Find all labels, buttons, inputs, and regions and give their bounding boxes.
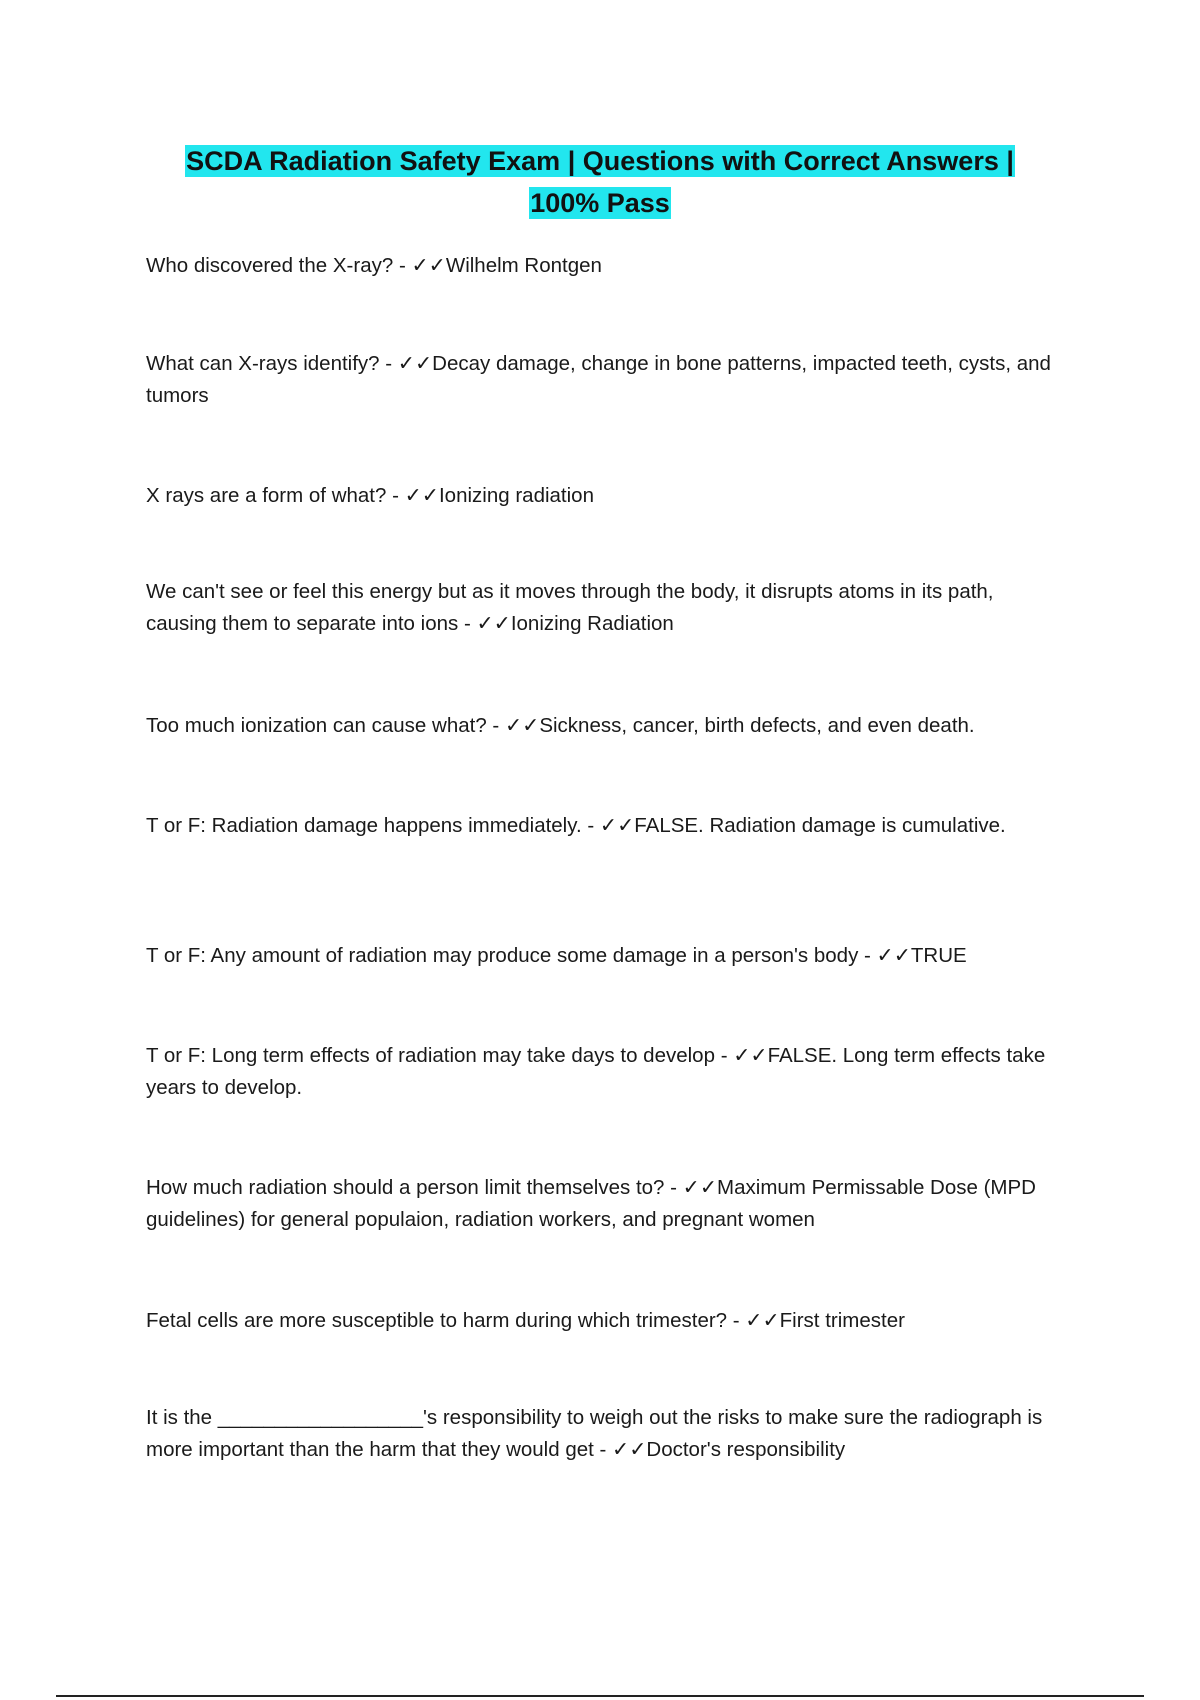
question-text: Who discovered the X-ray? bbox=[146, 254, 394, 277]
qa-separator: - bbox=[715, 1044, 734, 1067]
answer-text: Sickness, cancer, birth defects, and even death. bbox=[539, 714, 975, 737]
qa-separator: - bbox=[593, 1438, 613, 1461]
document-title bbox=[130, 140, 1070, 224]
check-mark-icon: ✓✓ bbox=[476, 612, 511, 635]
qa-separator: - bbox=[393, 254, 412, 277]
qa-item bbox=[146, 348, 1066, 412]
check-mark-icon: ✓✓ bbox=[599, 814, 635, 837]
qa-item bbox=[146, 1172, 1066, 1236]
title-line-1: SCDA Radiation Safety Exam | Questions with Correct Answers | bbox=[186, 146, 1014, 176]
qa-item bbox=[146, 710, 1066, 742]
qa-separator: - bbox=[581, 814, 600, 837]
qa-separator: - bbox=[458, 612, 477, 635]
question-text: X rays are a form of what? bbox=[146, 484, 387, 507]
qa-item bbox=[146, 1402, 1066, 1466]
check-mark-icon: ✓✓ bbox=[745, 1309, 780, 1332]
qa-separator: - bbox=[664, 1176, 683, 1199]
check-mark-icon: ✓✓ bbox=[733, 1044, 768, 1067]
qa-separator: - bbox=[386, 484, 405, 507]
question-text: T or F: Any amount of radiation may produce some damage in a person's body bbox=[146, 944, 859, 967]
question-text: We can't see or feel this energy but as it moves through the body, it disrupts atoms in its path, causing them to separate into ions bbox=[146, 580, 994, 635]
qa-item bbox=[146, 576, 1066, 640]
check-mark-icon: ✓✓ bbox=[612, 1438, 647, 1461]
question-text: What can X-rays identify? bbox=[146, 352, 380, 375]
answer-text: Decay damage, change in bone patterns, impacted teeth, cysts, and tumors bbox=[146, 352, 1051, 407]
check-mark-icon: ✓✓ bbox=[504, 714, 540, 737]
answer-text: Ionizing radiation bbox=[438, 484, 594, 507]
answer-text: Maximum Permissable Dose (MPD guidelines) for general populaion, radiation workers, and pregnant women bbox=[146, 1176, 1036, 1231]
check-mark-icon: ✓✓ bbox=[682, 1176, 718, 1199]
qa-separator: - bbox=[858, 944, 877, 967]
qa-item bbox=[146, 480, 1066, 512]
check-mark-icon: ✓✓ bbox=[397, 352, 433, 375]
question-text: Too much ionization can cause what? bbox=[146, 714, 487, 737]
check-mark-icon: ✓✓ bbox=[876, 944, 911, 967]
qa-item bbox=[146, 250, 1066, 282]
check-mark-icon: ✓✓ bbox=[411, 254, 446, 277]
answer-text: Doctor's responsibility bbox=[646, 1438, 846, 1461]
qa-item bbox=[146, 1040, 1066, 1104]
qa-separator: - bbox=[379, 352, 398, 375]
answer-text: Wilhelm Rontgen bbox=[445, 254, 602, 277]
answer-text: Ionizing Radiation bbox=[510, 612, 674, 635]
qa-separator: - bbox=[727, 1309, 746, 1332]
qa-separator: - bbox=[486, 714, 505, 737]
answer-text: TRUE bbox=[910, 944, 967, 967]
check-mark-icon: ✓✓ bbox=[404, 484, 439, 507]
answer-text: FALSE. Long term effects take years to develop. bbox=[146, 1044, 1046, 1099]
answer-text: FALSE. Radiation damage is cumulative. bbox=[634, 814, 1006, 837]
question-text: T or F: Long term effects of radiation may take days to develop bbox=[146, 1044, 715, 1067]
question-text: It is the __________________'s responsibility to weigh out the risks to make sure the radiograph is more important than the harm that they would get bbox=[146, 1406, 1043, 1461]
qa-item bbox=[146, 810, 1066, 842]
question-text: T or F: Radiation damage happens immediately. bbox=[146, 814, 582, 837]
qa-item bbox=[146, 1305, 1066, 1337]
question-text: Fetal cells are more susceptible to harm during which trimester? bbox=[146, 1309, 728, 1332]
title-line-2: 100% Pass bbox=[530, 188, 670, 218]
question-text: How much radiation should a person limit themselves to? bbox=[146, 1176, 665, 1199]
qa-item bbox=[146, 940, 1066, 972]
bottom-divider bbox=[56, 1695, 1144, 1697]
answer-text: First trimester bbox=[779, 1309, 905, 1332]
